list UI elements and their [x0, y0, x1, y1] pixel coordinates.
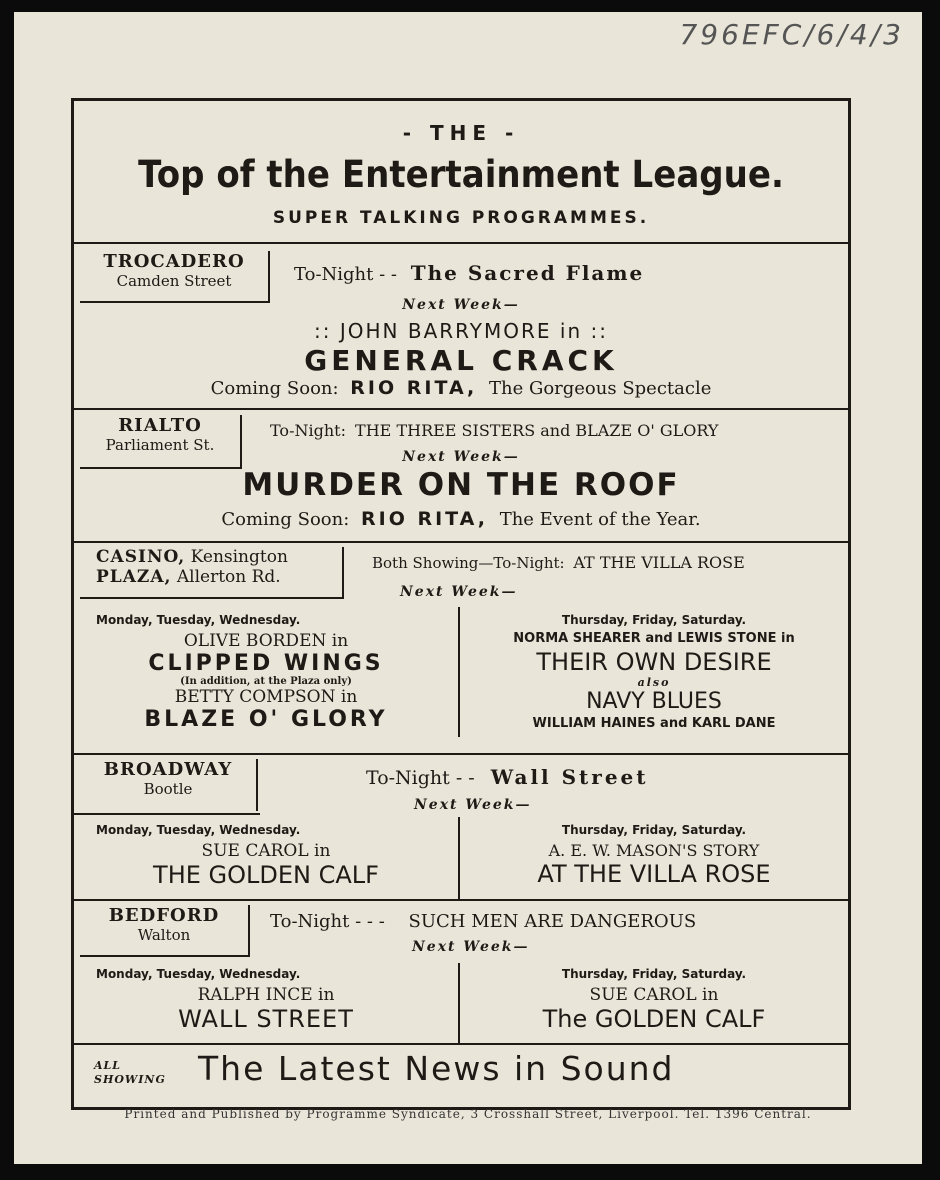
venue-name: BEDFORD: [108, 905, 220, 926]
venue-street: Allerton Rd.: [176, 567, 281, 587]
divider: [74, 408, 848, 410]
star-line: SUE CAROL in: [589, 985, 719, 1005]
coming-tag: The Gorgeous Spectacle: [488, 378, 712, 399]
coming-film: RIO RITA,: [361, 508, 488, 530]
programme-page: [14, 12, 922, 1164]
coming-label: Coming Soon:: [210, 378, 339, 399]
showing-label: SHOWING: [94, 1073, 166, 1086]
star-line: RALPH INCE in: [197, 985, 335, 1005]
divider: [74, 899, 848, 901]
bedford-late-week: [460, 967, 848, 1033]
coming-tag: The Event of the Year.: [499, 509, 701, 530]
star-line: SUE CAROL in: [201, 841, 331, 861]
star-line: WILLIAM HAINES and KARL DANE: [532, 716, 776, 731]
tonight-film: Wall Street: [490, 765, 649, 789]
days-label: Monday, Tuesday, Wednesday.: [96, 613, 301, 627]
film-title: BLAZE O' GLORY: [144, 707, 388, 732]
venue-name: TROCADERO: [103, 251, 245, 272]
star-line: BETTY COMPSON in: [174, 687, 358, 707]
tonight-film: SUCH MEN ARE DANGEROUS: [408, 911, 697, 932]
printer-footer: Printed and Published by Programme Syndicate, 3 Crosshall Street, Liverpool. Tel. 1396 Central.: [124, 1107, 812, 1121]
broadway-early-week: [74, 823, 458, 889]
coming-label: Coming Soon:: [221, 509, 350, 530]
next-week-label: Next Week—: [412, 939, 530, 955]
catalog-reference: 796EFC/6/4/3: [679, 18, 904, 51]
next-week-label: Next Week—: [400, 584, 518, 600]
programme-frame: [71, 98, 851, 1110]
divider: [74, 813, 260, 815]
broadway-tonight: [366, 765, 649, 789]
days-label: Thursday, Friday, Saturday.: [561, 823, 747, 837]
all-showing-label: [94, 1059, 166, 1087]
coming-film: RIO RITA,: [350, 377, 478, 399]
trocadero-star: :: JOHN BARRYMORE in ::: [314, 319, 608, 343]
venue-street: Kensington: [190, 547, 288, 567]
casino-early-week: [74, 613, 458, 732]
trocadero-coming: [74, 377, 848, 399]
tonight-label: To-Night - - -: [270, 911, 385, 932]
also-label: also: [637, 676, 671, 689]
tonight-label: To-Night:: [270, 421, 346, 440]
rialto-feature: MURDER ON THE ROOF: [242, 467, 680, 503]
divider: [74, 1043, 848, 1045]
tonight-label: To-Night - -: [366, 767, 475, 789]
star-line: NORMA SHEARER and LEWIS STONE in: [513, 631, 795, 646]
venue-name: BROADWAY: [103, 759, 233, 780]
next-week-label: Next Week—: [402, 297, 520, 313]
page-subtitle: SUPER TALKING PROGRAMMES.: [272, 208, 650, 228]
tonight-film: AT THE VILLA ROSE: [573, 553, 745, 572]
film-title: WALL STREET: [178, 1005, 354, 1033]
star-line: A. E. W. MASON'S STORY: [548, 841, 760, 860]
film-title: NAVY BLUES: [586, 689, 722, 714]
days-label: Monday, Tuesday, Wednesday.: [96, 823, 301, 837]
casino-tonight: [372, 553, 745, 572]
rialto-tonight: [270, 421, 718, 440]
venue-street: Parliament St.: [105, 436, 215, 454]
film-title: The GOLDEN CALF: [542, 1005, 766, 1033]
venue-name: RIALTO: [118, 415, 202, 436]
bedford-early-week: [74, 967, 458, 1033]
tonight-label: To-Night - -: [294, 264, 397, 285]
all-showing-text: The Latest News in Sound: [198, 1049, 675, 1088]
venue-plaza: [96, 567, 342, 587]
days-label: Thursday, Friday, Saturday.: [561, 613, 747, 627]
star-line: OLIVE BORDEN in: [183, 631, 349, 651]
venue-street: Camden Street: [116, 272, 232, 290]
venue-casino-plaza: [80, 547, 344, 599]
trocadero-feature: GENERAL CRACK: [304, 344, 618, 377]
all-label: ALL: [94, 1059, 122, 1072]
bedford-tonight: [270, 911, 696, 932]
days-label: Monday, Tuesday, Wednesday.: [96, 967, 301, 981]
film-title: CLIPPED WINGS: [148, 651, 384, 676]
film-title: THEIR OWN DESIRE: [536, 648, 772, 676]
tonight-film: THE THREE SISTERS and BLAZE O' GLORY: [355, 421, 719, 440]
venue-trocadero: [80, 251, 270, 303]
venue-name: CASINO,: [96, 547, 186, 567]
trocadero-tonight: [294, 261, 644, 285]
venue-broadway: [80, 759, 258, 811]
film-title: AT THE VILLA ROSE: [537, 860, 771, 888]
tonight-film: The Sacred Flame: [410, 261, 645, 285]
rialto-coming: [74, 508, 848, 530]
broadway-late-week: [460, 823, 848, 888]
header-the: - THE -: [402, 121, 520, 145]
venue-casino: [96, 547, 342, 567]
venue-street: Bootle: [143, 780, 193, 798]
film-title: THE GOLDEN CALF: [153, 861, 379, 889]
tonight-label: Both Showing—To-Night:: [372, 554, 565, 572]
venue-bedford: [80, 905, 250, 957]
venue-street: Walton: [137, 926, 191, 944]
divider: [74, 541, 848, 543]
note: (In addition, at the Plaza only): [180, 676, 352, 687]
divider: [74, 242, 848, 244]
next-week-label: Next Week—: [402, 449, 520, 465]
casino-late-week: [460, 613, 848, 731]
next-week-label: Next Week—: [414, 797, 532, 813]
page-title: Top of the Entertainment League.: [138, 153, 784, 196]
days-label: Thursday, Friday, Saturday.: [561, 967, 747, 981]
divider: [74, 753, 848, 755]
venue-name: PLAZA,: [96, 567, 172, 587]
